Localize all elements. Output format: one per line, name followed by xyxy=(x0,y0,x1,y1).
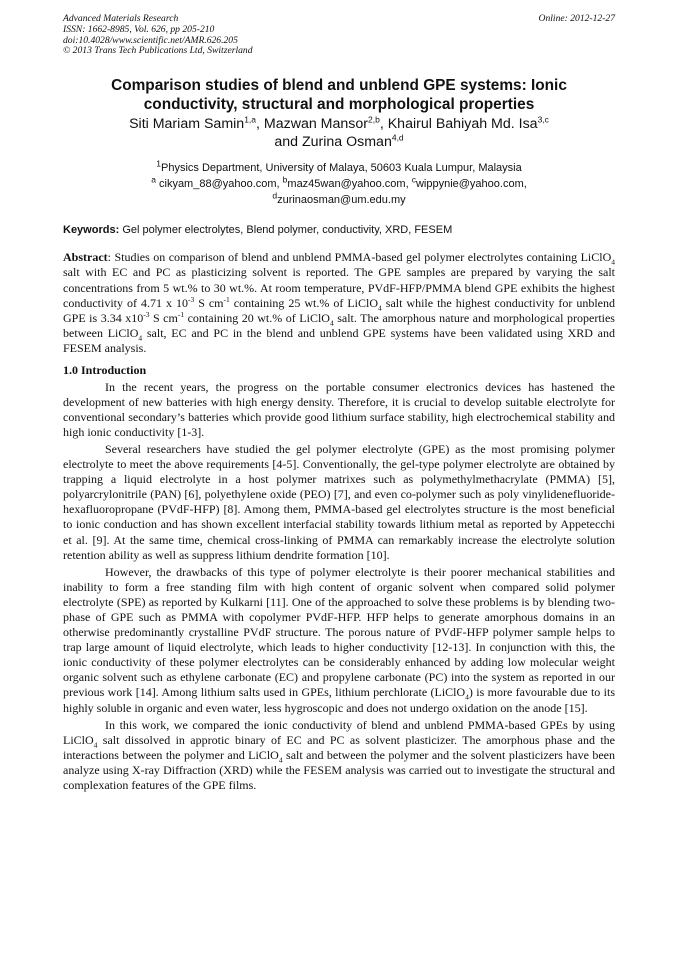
journal-doi[interactable]: doi:10.4028/www.scientific.net/AMR.626.205 xyxy=(63,34,238,46)
subscript: 4 xyxy=(329,318,334,328)
subscript: 4 xyxy=(138,333,143,343)
email-mark: a xyxy=(151,174,156,185)
intro-paragraph-2: Several researchers have studied the gel polymer electrolyte (GPE) as the most promising polymer electrolyte to meet the above requirements [4-5]. Conventionally, the gel-type polymer electrolyte are obtained by trapping a liquid electrolyte in a host polymer matrixes such as polymethylmethacrylate (PMMA) [5], polyarcrylonitrile (PAN) [6], polyethylene oxide (PEO) [7], and even co-polymer such as poly vinylidenefluoride-hexafluoropropane (PVdF-HFP) [8]. Among them, PMMA-based gel electrolytes structure is the most beneficial to ionic conduction and has shown excellent interfacial stability towards lithium metal as reported by Appetecchi et al. [9]. At the same time, chemical cross-linking of PMMA can remarkably increase the electrolyte solution retention ability as well as suppress lithium dendrite formation [10]. xyxy=(63,441,615,562)
abstract-text: containing 25 wt.% of LiClO xyxy=(229,295,379,310)
email-mark: b xyxy=(282,174,288,185)
abstract-text: salt with EC and PC as plasticizing solvent is reported. The GPE samples are prepared by varying the salt concentrations from 5 wt.% to 30 wt.%. At room temperature, PVdF-HFP/PMMA blend GPE exhibits the highest conductivity of 4.71 x 10 xyxy=(63,265,615,310)
online-date: Online: 2012-12-27 xyxy=(538,13,615,24)
author-name: Khairul Bahiyah Md. Isa xyxy=(387,116,538,133)
author-line-1: Siti Mariam Samin$^{1,a}$, Mazwan Mansor$^{2,b}$, Khairul Bahiyah Md. Isa$^{3,c}$ xyxy=(129,114,549,133)
journal-header xyxy=(63,14,615,57)
author-affiliation-mark: 3,c xyxy=(537,114,549,125)
paragraph-text: In this work, we compared the ionic conductivity of blend and unblend PMMA-based GPEs by using LiClO xyxy=(63,717,615,747)
keywords-text: Gel polymer electrolytes, Blend polymer, conductivity, XRD, FESEM xyxy=(122,224,453,237)
paragraph-text: salt and between the polymer and the solvent plasticizers have been analyze using X-ray Diffraction (XRD) while the FESEM analysis was carried out to investigate the structural and complexation features of the GPE films. xyxy=(63,747,615,793)
affiliation-line xyxy=(63,160,615,176)
abstract-text: S cm xyxy=(194,295,224,310)
subscript: 4 xyxy=(465,692,469,702)
email-mark: d xyxy=(272,190,278,201)
superscript: -1 xyxy=(223,294,230,304)
author-name: Zurina Osman xyxy=(301,133,392,150)
email-line-1 xyxy=(63,176,615,192)
author-affiliation-mark: 1,a xyxy=(244,114,257,125)
journal-name: Advanced Materials Research xyxy=(63,13,179,24)
journal-copyright: © 2013 Trans Tech Publications Ltd, Switzerland xyxy=(63,45,253,57)
author-name: Siti Mariam Samin xyxy=(129,116,245,133)
author-list xyxy=(63,116,615,151)
author-line-2 xyxy=(63,131,615,152)
email-link[interactable]: cikyam_88@yahoo.com, xyxy=(159,178,280,191)
abstract-text: : Studies on comparison of blend and unblend PMMA-based gel polymer electrolytes containing LiClO xyxy=(107,250,612,265)
subscript: 4 xyxy=(93,740,98,750)
keywords xyxy=(63,223,615,237)
abstract-text: S cm xyxy=(149,311,178,325)
intro-paragraph-3 xyxy=(63,565,615,716)
section-heading-introduction: 1.0 Introduction xyxy=(63,362,147,377)
abstract-text: salt while the highest conductivity for unblend GPE is 3.34 x10 xyxy=(63,295,615,325)
title-line-1: Comparison studies of blend and unblend GPE systems: Ionic xyxy=(111,77,567,95)
email-link[interactable]: zurinaosman@um.edu.my xyxy=(277,194,406,207)
journal-issn: ISSN: 1662-8985, Vol. 626, pp 205-210 xyxy=(63,23,215,35)
intro-paragraph-4 xyxy=(63,718,615,793)
superscript: -3 xyxy=(187,294,195,304)
abstract-text: salt. The amorphous nature and morphological properties between LiClO xyxy=(63,311,615,341)
email-mark: c xyxy=(411,174,416,185)
email-link[interactable]: wippynie@yahoo.com, xyxy=(415,178,527,191)
subscript: 4 xyxy=(611,257,615,267)
affiliation-text: Physics Department, University of Malaya, 50603 Kuala Lumpur, Malaysia xyxy=(161,162,522,175)
abstract-label: Abstract xyxy=(63,250,108,265)
superscript: -1 xyxy=(177,310,185,319)
paragraph-text: However, the drawbacks of this type of polymer electrolyte is their poorer mechanical stabilities and inability to form a free standing film with high content of organic solvent when compared solid polymer electrolyte (SPE) as reported by Kulkarni [11]. One of the approached to solve these problems is by blending two-phase of GPE such as PMMA with copolymer PVdF-HFP. HFP helps to generate amorphous domains in an otherwise predominantly crystalline PVdF structure. The porous nature of PVdF-HFP polymer sample helps to trap large amount of liquid electrolyte, which leads to higher conductivity [12-13]. In conjunction with this, the ionic conductivity of these polymer electrolytes can be considerably enhanced by adding low molecular weight organic solvent such as ethylene carbonate (EC) and propylene carbonate (PC) into the system as reported in our previous work [14]. Among lithium salts used in GPEs, lithium perchlorate (LiClO xyxy=(63,564,615,700)
abstract-text: containing 20 wt.% of LiClO xyxy=(184,311,330,325)
title-line-2: conductivity, structural and morphological properties xyxy=(143,96,535,114)
author-conjunction: and xyxy=(274,133,298,150)
author-affiliation-mark: 2,b xyxy=(368,114,380,125)
subscript: 4 xyxy=(378,303,382,313)
abstract-text: salt, EC and PC in the blend and unblend GPE systems have been validated using XRD and FESEM analysis. xyxy=(63,326,615,356)
intro-paragraph-1: In the recent years, the progress on the portable consumer electronics devices has hastened the development of new batteries with high energy density. Therefore, it is crucial to develop suitable electrolyte for conventional secondary’s batteries which provide good lithium surface stability, high electrochemical stability and high ionic conductivity [1-3]. xyxy=(63,379,615,439)
paragraph-text: salt dissolved in approtic binary of EC and PC as solvent plasticizer. The amorphous phase and the interactions between the polymer and LiClO xyxy=(63,732,615,762)
paper-title xyxy=(63,76,615,114)
email-line-2 xyxy=(63,192,615,208)
affiliation-block xyxy=(63,160,615,208)
paragraph-text: ) is more favourable due to its highly soluble in organic and even water, less hygroscopic and does not undergo oxidation on the anode [15]. xyxy=(63,685,615,715)
author-affiliation-mark: 4,d xyxy=(391,131,404,142)
subscript: 4 xyxy=(278,755,283,765)
keywords-label: Keywords: xyxy=(63,224,120,237)
author-name: Mazwan Mansor xyxy=(263,116,368,133)
affiliation-mark: 1 xyxy=(156,158,161,169)
abstract xyxy=(63,250,615,356)
superscript: -3 xyxy=(143,310,150,319)
email-link[interactable]: maz45wan@yahoo.com, xyxy=(287,178,409,191)
